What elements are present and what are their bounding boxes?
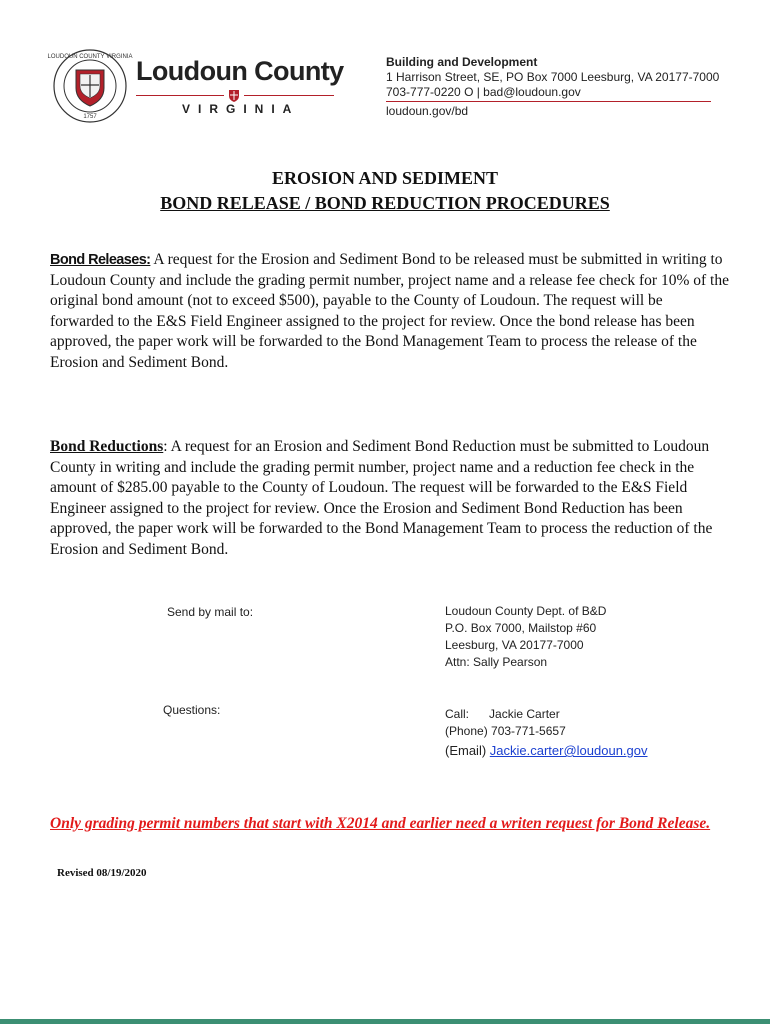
state-name: VIRGINIA xyxy=(182,102,300,116)
permit-notice: Only grading permit numbers that start with X2014 and earlier need a writen request for Bond Release. xyxy=(50,815,711,832)
county-seal-logo xyxy=(47,48,133,124)
questions-label: Questions: xyxy=(163,703,221,717)
department-divider xyxy=(386,101,711,102)
bond-release-text: A request for the Erosion and Sediment Bond to be released must be submitted in writing to Loudoun County and include the grading permit number, project name and a release fee check for 10% of the original bond amount (not to exceed $500), payable to the County of Loudoun. The request will be forwarded to the E&S Field Engineer assigned to the project for review. Once the bond release has been approved, the paper work will be forwarded to the Bond Management Team to process the release of the Erosion and Sediment Bond. xyxy=(50,251,729,371)
call-row xyxy=(445,706,648,723)
county-divider-right xyxy=(244,95,334,96)
department-title: Building and Development xyxy=(386,55,538,69)
footer-bar xyxy=(0,1019,770,1024)
department-website: loudoun.gov/bd xyxy=(386,104,469,118)
svg-text:LOUDOUN COUNTY VIRGINIA: LOUDOUN COUNTY VIRGINIA xyxy=(47,54,133,60)
document-title-line2: BOND RELEASE / BOND REDUCTION PROCEDURES xyxy=(160,193,610,213)
county-name: Loudoun County xyxy=(136,56,344,86)
svg-text:1757: 1757 xyxy=(83,114,97,120)
bond-release-heading: Bond Releases: xyxy=(50,252,151,268)
bond-reduction-heading: Bond Reductions xyxy=(50,438,164,455)
mail-line: Attn: Sally Pearson xyxy=(445,655,548,669)
email-label: (Email) xyxy=(445,743,490,758)
email-link[interactable]: Jackie.carter@loudoun.gov xyxy=(489,743,648,758)
shield-icon xyxy=(228,89,240,102)
contact-info xyxy=(445,706,648,759)
mail-line: Loudoun County Dept. of B&D xyxy=(445,604,607,618)
bond-reduction-text: : A request for an Erosion and Sediment Bond Reduction must be submitted to Loudoun County in writing and include the grading permit number, project name and a reduction fee check in the amount of $285.00 payable to the County of Loudoun. The request will be forwarded to the E&S Field Engineer assigned to the project for review. Once the Erosion and Sediment Bond Reduction has been approved, the paper work will be forwarded to the Bond Management Team to process the reduction of the Erosion and Sediment Bond. xyxy=(50,438,713,558)
mail-label: Send by mail to: xyxy=(167,605,254,619)
department-info xyxy=(386,55,719,100)
bond-reduction-paragraph xyxy=(50,437,730,560)
document-title-line1: EROSION AND SEDIMENT xyxy=(271,168,499,188)
mail-line: P.O. Box 7000, Mailstop #60 xyxy=(445,621,597,635)
email-row xyxy=(445,742,648,759)
contact-name: Jackie Carter xyxy=(489,707,560,721)
county-divider-left xyxy=(136,95,224,96)
department-contact: 703-777-0220 O | bad@loudoun.gov xyxy=(386,85,581,99)
mail-line: Leesburg, VA 20177-7000 xyxy=(445,638,584,652)
revised-date: Revised 08/19/2020 xyxy=(57,867,147,879)
bond-release-paragraph xyxy=(50,250,730,373)
call-label: Call: xyxy=(445,707,470,721)
phone-line: (Phone) 703-771-5657 xyxy=(445,724,566,738)
department-address: 1 Harrison Street, SE, PO Box 7000 Leesburg, VA 20177-7000 xyxy=(386,70,720,84)
mail-address xyxy=(445,603,606,671)
